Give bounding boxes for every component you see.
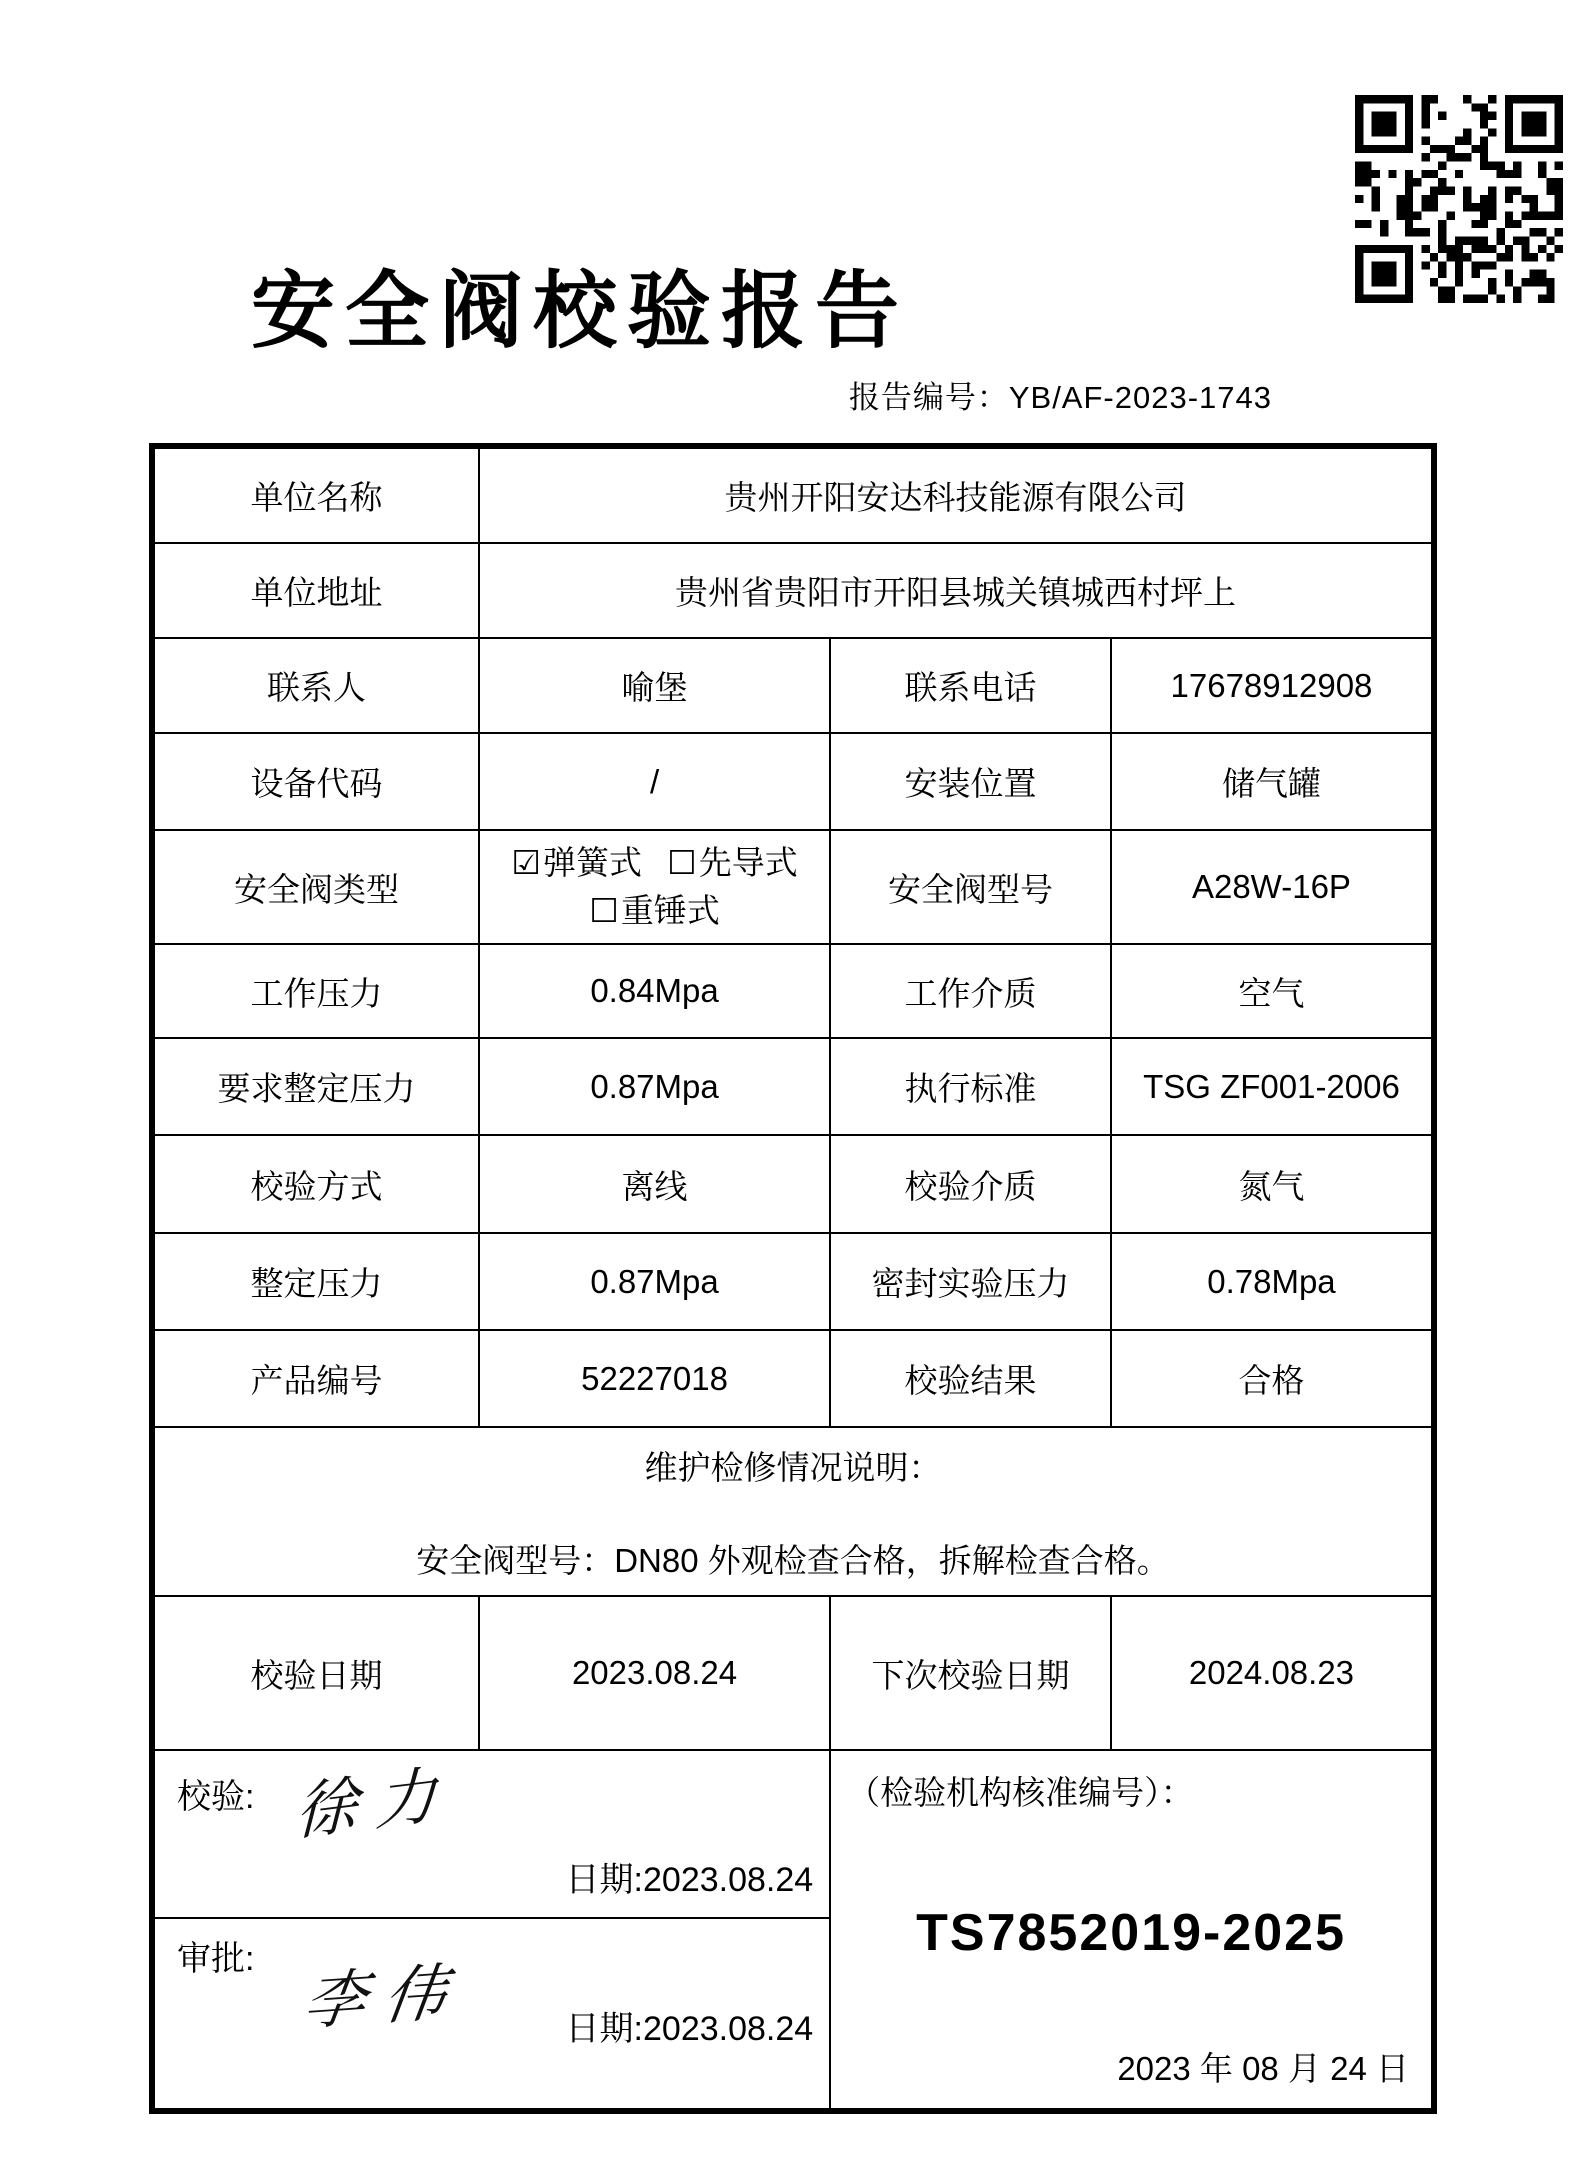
approval-date: 2023 年 08 月 24 日 (1117, 2050, 1409, 2087)
date-value: 2023.08.24 (643, 1861, 814, 1899)
field-label-standard: 执行标准 (830, 1038, 1111, 1135)
field-label-device-code: 设备代码 (152, 733, 479, 830)
maintenance-note-detail: 安全阀型号：DN80 外观检查合格，拆解检查合格。 (416, 1541, 1170, 1579)
field-label-unit-name: 单位名称 (152, 446, 479, 543)
valve-type-options-line1 (486, 839, 823, 887)
field-label-unit-address: 单位地址 (152, 543, 479, 638)
field-value-calibration-method: 离线 (479, 1135, 830, 1233)
checkbox-unchecked-icon: ☐ (667, 844, 697, 882)
approver-signature: 李伟 (299, 1954, 470, 2040)
option-pilot (667, 844, 798, 881)
table-row (152, 446, 1434, 543)
approval-cell (830, 1750, 1434, 2111)
table-row (152, 1233, 1434, 1330)
field-label-product-no: 产品编号 (152, 1330, 479, 1427)
field-value-calibration-date: 2023.08.24 (479, 1596, 830, 1750)
field-value-set-pressure: 0.87Mpa (479, 1233, 830, 1330)
field-value-calibration-medium: 氮气 (1111, 1135, 1434, 1233)
valve-type-options-line2 (486, 887, 823, 935)
option-label: 弹簧式 (542, 844, 642, 882)
field-value-device-code: / (479, 733, 830, 830)
field-value-contact: 喻堡 (479, 638, 830, 733)
calibrator-label: 校验: (177, 1778, 255, 1816)
table-row (152, 1135, 1434, 1233)
table-row (152, 1330, 1434, 1427)
qr-code-icon (1355, 95, 1563, 303)
date-label: 日期: (565, 1861, 643, 1899)
checkbox-unchecked-icon: ☐ (589, 892, 619, 929)
field-value-valve-model: A28W-16P (1111, 830, 1434, 944)
report-number-value: YB/AF-2023-1743 (1008, 380, 1272, 415)
option-weight (589, 892, 720, 929)
field-value-working-medium: 空气 (1111, 944, 1434, 1038)
field-label-result: 校验结果 (830, 1330, 1111, 1427)
valve-type-options (479, 830, 830, 944)
field-value-phone: 17678912908 (1111, 638, 1434, 733)
field-value-result: 合格 (1111, 1330, 1434, 1427)
table-row (152, 1427, 1434, 1596)
calibrator-cell (152, 1750, 830, 1918)
date-label: 日期: (565, 2010, 643, 2048)
option-label: 重锤式 (620, 892, 720, 929)
field-label-working-medium: 工作介质 (830, 944, 1111, 1038)
field-value-working-pressure: 0.84Mpa (479, 944, 830, 1038)
field-value-unit-name: 贵州开阳安达科技能源有限公司 (479, 446, 1434, 543)
field-value-standard: TSG ZF001-2006 (1111, 1038, 1434, 1135)
maintenance-note-cell (152, 1427, 1434, 1596)
field-label-valve-type: 安全阀类型 (152, 830, 479, 944)
maintenance-note-heading: 维护检修情况说明： (644, 1448, 942, 1486)
field-label-calibration-medium: 校验介质 (830, 1135, 1111, 1233)
table-row (152, 1750, 1434, 1918)
report-number-label: 报告编号： (848, 380, 1009, 415)
table-row (152, 1038, 1434, 1135)
field-label-calibration-date: 校验日期 (152, 1596, 479, 1750)
table-row (152, 733, 1434, 830)
field-label-set-pressure: 整定压力 (152, 1233, 479, 1330)
field-value-required-set-pressure: 0.87Mpa (479, 1038, 830, 1135)
approval-heading: （检验机构核准编号）： (847, 1774, 1194, 1811)
table-row (152, 638, 1434, 733)
page-title: 安全阀校验报告 (250, 261, 909, 360)
approver-label: 审批: (177, 1940, 255, 1978)
field-value-next-calibration-date: 2024.08.23 (1111, 1596, 1434, 1750)
field-value-product-no: 52227018 (479, 1330, 830, 1427)
report-number (849, 372, 1272, 417)
approver-cell (152, 1918, 830, 2111)
report-table (149, 443, 1437, 2114)
table-row (152, 543, 1434, 638)
field-label-seal-test-pressure: 密封实验压力 (830, 1233, 1111, 1330)
table-row (152, 1596, 1434, 1750)
field-label-valve-model: 安全阀型号 (830, 830, 1111, 944)
table-row (152, 830, 1434, 944)
field-label-next-calibration-date: 下次校验日期 (830, 1596, 1111, 1750)
field-label-install-location: 安装位置 (830, 733, 1111, 830)
option-label: 先导式 (698, 844, 798, 882)
approval-number: TS7852019-2025 (916, 1904, 1347, 1962)
field-value-install-location: 储气罐 (1111, 733, 1434, 830)
calibrator-signature: 徐力 (294, 1755, 455, 1850)
field-value-seal-test-pressure: 0.78Mpa (1111, 1233, 1434, 1330)
calibrator-date (566, 1852, 814, 1901)
option-spring (511, 844, 642, 881)
field-label-calibration-method: 校验方式 (152, 1135, 479, 1233)
table-row (152, 944, 1434, 1038)
approver-date (566, 2001, 814, 2050)
field-label-working-pressure: 工作压力 (152, 944, 479, 1038)
field-value-unit-address: 贵州省贵阳市开阳县城关镇城西村坪上 (479, 543, 1434, 638)
date-value: 2023.08.24 (643, 2010, 814, 2048)
field-label-required-set-pressure: 要求整定压力 (152, 1038, 479, 1135)
field-label-phone: 联系电话 (830, 638, 1111, 733)
checkbox-checked-icon: ☑ (511, 844, 541, 882)
field-label-contact: 联系人 (152, 638, 479, 733)
